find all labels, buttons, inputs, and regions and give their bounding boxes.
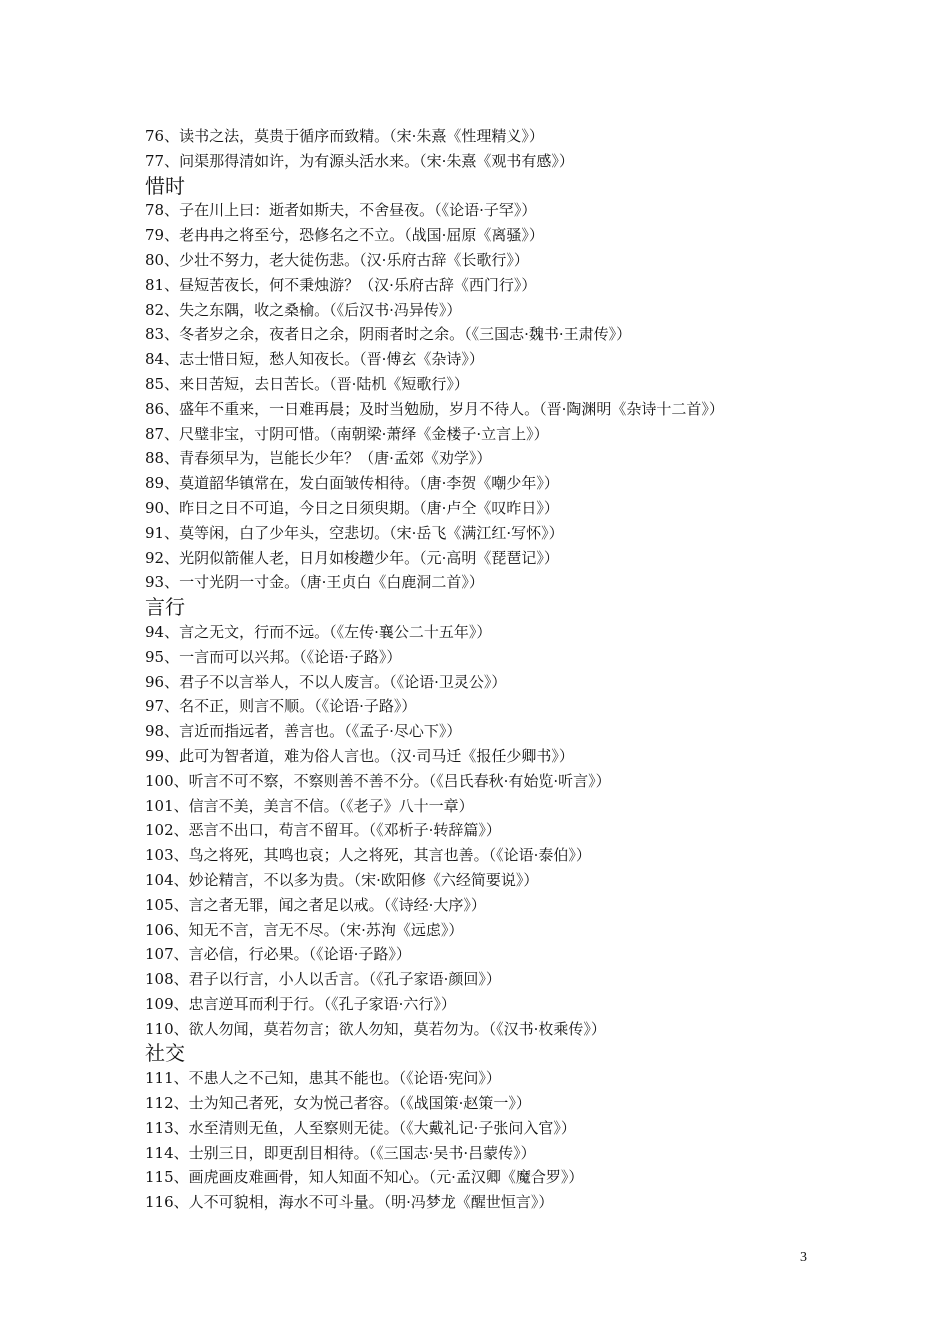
quote-line: 115、画虎画皮难画骨，知人知面不知心。（元·孟汉卿《魔合罗》） <box>145 1168 584 1187</box>
quote-line: 76、读书之法，莫贵于循序而致精。（宋·朱熹《性理精义》） <box>145 127 544 145</box>
quote-line: 104、妙论精言，不以多为贵。（宋·欧阳修《六经简要说》） <box>145 870 539 889</box>
quote-line: 109、忠言逆耳而利于行。（《孔子家语·六行》） <box>145 994 456 1013</box>
quote-line: 90、昨日之日不可追，今日之日须臾期。（唐·卢仝《叹昨日》） <box>145 498 559 517</box>
quote-line: 112、士为知己者死，女为悦己者容。（《战国策·赵策一》） <box>145 1094 531 1113</box>
quote-line: 100、听言不可不察，不察则善不善不分。（《吕氏春秋·有始览·听言》） <box>145 771 611 790</box>
quote-line: 116、人不可貌相，海水不可斗量。（明·冯梦龙《醒世恒言》） <box>145 1193 554 1212</box>
section-heading: 言行 <box>145 595 185 620</box>
quote-line: 78、子在川上曰：逝者如斯夫，不舍昼夜。（《论语·子罕》） <box>145 201 537 220</box>
quote-line: 113、水至清则无鱼，人至察则无徒。（《大戴礼记·子张问入官》） <box>145 1118 576 1137</box>
quote-line: 85、来日苦短，去日苦长。（晋·陆机《短歌行》） <box>145 374 469 393</box>
quote-line: 86、盛年不重来，一日难再晨；及时当勉励，岁月不待人。（晋·陶渊明《杂诗十二首》） <box>145 399 724 418</box>
quote-line: 92、光阴似箭催人老，日月如梭趱少年。（元·高明《琵琶记》） <box>145 548 559 567</box>
page-number: 3 <box>800 1250 807 1265</box>
quote-line: 88、青春须早为，岂能长少年？（唐·孟郊《劝学》） <box>145 449 492 468</box>
quote-line: 105、言之者无罪，闻之者足以戒。（《诗经·大序》） <box>145 895 486 914</box>
quote-line: 98、言近而指远者，善言也。（《孟子·尽心下》） <box>145 722 462 741</box>
document-body <box>145 124 925 1215</box>
quote-line: 87、尺璧非宝，寸阴可惜。（南朝梁·萧绎《金楼子·立言上》） <box>145 424 549 443</box>
quote-line: 91、莫等闲，白了少年头，空悲切。（宋·岳飞《满江红·写怀》） <box>145 523 564 542</box>
quote-line: 83、冬者岁之余，夜者日之余，阴雨者时之余。（《三国志·魏书·王肃传》） <box>145 325 632 344</box>
quote-line: 84、志士惜日短，愁人知夜长。（晋·傅玄《杂诗》） <box>145 350 484 369</box>
section-heading: 惜时 <box>145 173 185 198</box>
quote-line: 79、老冉冉之将至兮，恐修名之不立。（战国·屈原《离骚》） <box>145 226 544 245</box>
quote-line: 89、莫道韶华镇常在，发白面皱传相待。（唐·李贺《嘲少年》） <box>145 474 559 493</box>
quote-line: 114、士别三日，即更刮目相待。（《三国志·吴书·吕蒙传》） <box>145 1143 536 1162</box>
quote-line: 111、不患人之不己知，患其不能也。（《论语·宪问》） <box>145 1069 501 1088</box>
quote-line: 107、言必信，行必果。（《论语·子路》） <box>145 945 411 964</box>
quote-line: 97、名不正，则言不顺。（《论语·子路》） <box>145 697 417 716</box>
quote-line: 99、此可为智者道，难为俗人言也。（汉·司马迁《报任少卿书》） <box>145 746 574 765</box>
quote-line: 93、一寸光阴一寸金。（唐·王贞白《白鹿洞二首》） <box>145 573 484 592</box>
quote-line: 102、恶言不出口，苟言不留耳。（《邓析子·转辞篇》） <box>145 821 501 840</box>
quote-line: 106、知无不言，言无不尽。（宋·苏洵《远虑》） <box>145 920 464 939</box>
quote-line: 96、君子不以言举人，不以人废言。（《论语·卫灵公》） <box>145 672 507 691</box>
quote-line: 108、君子以行言，小人以舌言。（《孔子家语·颜回》） <box>145 970 501 989</box>
quote-line: 94、言之无文，行而不远。（《左传·襄公二十五年》） <box>145 622 492 641</box>
quote-line: 101、信言不美，美言不信。（《老子》八十一章） <box>145 796 474 815</box>
quote-line: 82、失之东隅，收之桑榆。（《后汉书·冯异传》） <box>145 300 462 319</box>
section-heading: 社交 <box>145 1041 185 1066</box>
quote-line: 95、一言而可以兴邦。（《论语·子路》） <box>145 647 402 666</box>
quote-line: 77、问渠那得清如许，为有源头活水来。（宋·朱熹《观书有感》） <box>145 151 574 170</box>
quote-line: 81、昼短苦夜长，何不秉烛游？（汉·乐府古辞《西门行》） <box>145 275 537 294</box>
quote-line: 103、鸟之将死，其鸣也哀；人之将死，其言也善。（《论语·泰伯》） <box>145 846 591 865</box>
quote-line: 110、欲人勿闻，莫若勿言；欲人勿知，莫若勿为。（《汉书·枚乘传》） <box>145 1019 606 1038</box>
quote-line: 80、少壮不努力，老大徒伤悲。（汉·乐府古辞《长歌行》） <box>145 250 529 269</box>
